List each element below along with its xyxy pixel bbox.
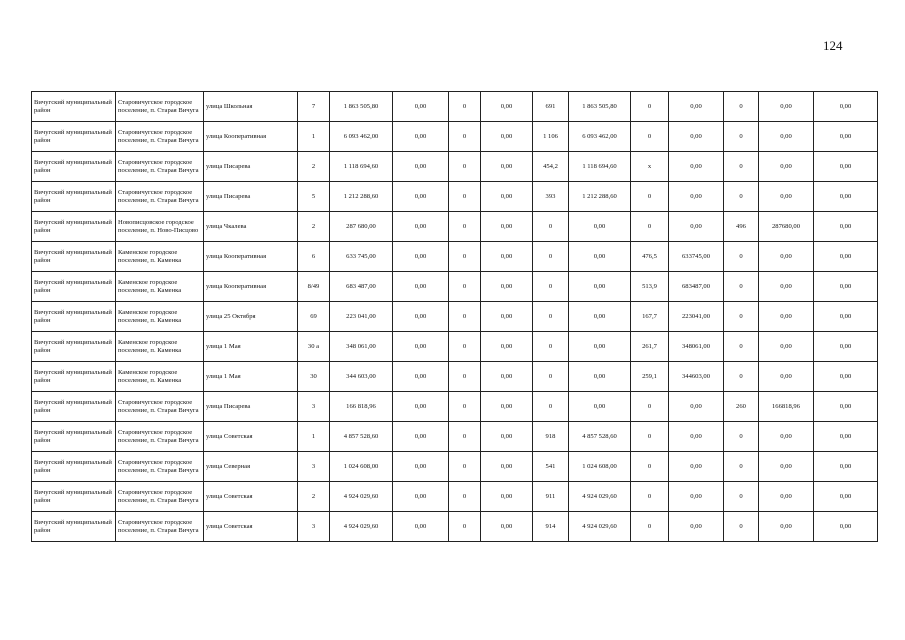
area3-cell: 0 <box>724 362 759 392</box>
cost-cell: 1 863 505,80 <box>569 92 631 122</box>
table-row <box>32 422 878 452</box>
col15-cell: 0,00 <box>814 212 878 242</box>
street-cell: улица 1 Мая <box>204 362 298 392</box>
col15-cell: 0,00 <box>814 332 878 362</box>
house-number-cell: 69 <box>298 302 330 332</box>
cost3-cell: 0,00 <box>759 302 814 332</box>
area-cell: 911 <box>533 482 569 512</box>
district-cell: Вичугский муниципальный район <box>32 512 116 542</box>
total-cost-cell: 344 603,00 <box>330 362 393 392</box>
area2-cell: х <box>631 152 669 182</box>
area2-cell: 0 <box>631 512 669 542</box>
col8-cell: 0,00 <box>481 242 533 272</box>
col7-cell: 0 <box>449 482 481 512</box>
district-cell: Вичугский муниципальный район <box>32 452 116 482</box>
col6-cell: 0,00 <box>393 362 449 392</box>
settlement-cell: Каменское городское поселение, п. Каменка <box>116 332 204 362</box>
col7-cell: 0 <box>449 92 481 122</box>
col6-cell: 0,00 <box>393 122 449 152</box>
cost2-cell: 0,00 <box>669 122 724 152</box>
area2-cell: 0 <box>631 392 669 422</box>
house-number-cell: 3 <box>298 452 330 482</box>
house-number-cell: 30 а <box>298 332 330 362</box>
col8-cell: 0,00 <box>481 362 533 392</box>
house-number-cell: 2 <box>298 152 330 182</box>
total-cost-cell: 4 924 029,60 <box>330 482 393 512</box>
street-cell: улица Советская <box>204 512 298 542</box>
total-cost-cell: 6 093 462,00 <box>330 122 393 152</box>
settlement-cell: Каменское городское поселение, п. Каменка <box>116 362 204 392</box>
area3-cell: 0 <box>724 482 759 512</box>
col8-cell: 0,00 <box>481 452 533 482</box>
col7-cell: 0 <box>449 242 481 272</box>
house-number-cell: 2 <box>298 212 330 242</box>
total-cost-cell: 4 857 528,60 <box>330 422 393 452</box>
area-cell: 454,2 <box>533 152 569 182</box>
cost3-cell: 0,00 <box>759 152 814 182</box>
district-cell: Вичугский муниципальный район <box>32 212 116 242</box>
cost2-cell: 344603,00 <box>669 362 724 392</box>
house-number-cell: 3 <box>298 512 330 542</box>
house-number-cell: 6 <box>298 242 330 272</box>
district-cell: Вичугский муниципальный район <box>32 362 116 392</box>
cost3-cell: 0,00 <box>759 362 814 392</box>
street-cell: улица Писарева <box>204 182 298 212</box>
area2-cell: 0 <box>631 422 669 452</box>
table-row <box>32 122 878 152</box>
area2-cell: 261,7 <box>631 332 669 362</box>
cost-cell: 0,00 <box>569 332 631 362</box>
area2-cell: 167,7 <box>631 302 669 332</box>
district-cell: Вичугский муниципальный район <box>32 302 116 332</box>
cost-cell: 0,00 <box>569 392 631 422</box>
settlement-cell: Старовичугское городское поселение, п. Старая Вичуга <box>116 182 204 212</box>
col8-cell: 0,00 <box>481 332 533 362</box>
table-row <box>32 482 878 512</box>
col15-cell: 0,00 <box>814 152 878 182</box>
area-cell: 918 <box>533 422 569 452</box>
area3-cell: 0 <box>724 152 759 182</box>
col6-cell: 0,00 <box>393 332 449 362</box>
col7-cell: 0 <box>449 512 481 542</box>
settlement-cell: Новописцовское городское поселение, п. Ново-Писцово <box>116 212 204 242</box>
area2-cell: 0 <box>631 212 669 242</box>
cost-cell: 1 212 288,60 <box>569 182 631 212</box>
col15-cell: 0,00 <box>814 302 878 332</box>
street-cell: улица Советская <box>204 422 298 452</box>
col7-cell: 0 <box>449 272 481 302</box>
cost3-cell: 0,00 <box>759 242 814 272</box>
table-row <box>32 152 878 182</box>
area2-cell: 0 <box>631 122 669 152</box>
area2-cell: 476,5 <box>631 242 669 272</box>
area3-cell: 0 <box>724 182 759 212</box>
district-cell: Вичугский муниципальный район <box>32 152 116 182</box>
table-row <box>32 92 878 122</box>
area-cell: 0 <box>533 272 569 302</box>
col15-cell: 0,00 <box>814 242 878 272</box>
total-cost-cell: 1 863 505,80 <box>330 92 393 122</box>
cost2-cell: 0,00 <box>669 212 724 242</box>
col15-cell: 0,00 <box>814 92 878 122</box>
col6-cell: 0,00 <box>393 242 449 272</box>
area-cell: 1 106 <box>533 122 569 152</box>
cost3-cell: 0,00 <box>759 512 814 542</box>
settlement-cell: Старовичугское городское поселение, п. Старая Вичуга <box>116 152 204 182</box>
col8-cell: 0,00 <box>481 152 533 182</box>
table-row <box>32 242 878 272</box>
street-cell: улица Школьная <box>204 92 298 122</box>
district-cell: Вичугский муниципальный район <box>32 482 116 512</box>
cost3-cell: 0,00 <box>759 92 814 122</box>
col8-cell: 0,00 <box>481 392 533 422</box>
cost-cell: 0,00 <box>569 212 631 242</box>
col15-cell: 0,00 <box>814 362 878 392</box>
area3-cell: 260 <box>724 392 759 422</box>
table-row <box>32 332 878 362</box>
area2-cell: 0 <box>631 482 669 512</box>
house-number-cell: 1 <box>298 122 330 152</box>
house-number-cell: 1 <box>298 422 330 452</box>
col8-cell: 0,00 <box>481 512 533 542</box>
area3-cell: 0 <box>724 272 759 302</box>
area-cell: 0 <box>533 362 569 392</box>
house-number-cell: 30 <box>298 362 330 392</box>
col8-cell: 0,00 <box>481 182 533 212</box>
street-cell: улица 25 Октября <box>204 302 298 332</box>
street-cell: улица Кооперативная <box>204 272 298 302</box>
street-cell: улица Северная <box>204 452 298 482</box>
table-row <box>32 182 878 212</box>
cost3-cell: 287680,00 <box>759 212 814 242</box>
total-cost-cell: 1 024 608,00 <box>330 452 393 482</box>
area2-cell: 0 <box>631 92 669 122</box>
col15-cell: 0,00 <box>814 512 878 542</box>
cost-cell: 0,00 <box>569 272 631 302</box>
cost2-cell: 0,00 <box>669 452 724 482</box>
cost2-cell: 0,00 <box>669 512 724 542</box>
area-cell: 0 <box>533 242 569 272</box>
col8-cell: 0,00 <box>481 482 533 512</box>
cost2-cell: 0,00 <box>669 392 724 422</box>
area3-cell: 0 <box>724 452 759 482</box>
cost2-cell: 633745,00 <box>669 242 724 272</box>
cost3-cell: 0,00 <box>759 182 814 212</box>
col15-cell: 0,00 <box>814 452 878 482</box>
col6-cell: 0,00 <box>393 422 449 452</box>
area2-cell: 259,1 <box>631 362 669 392</box>
settlement-cell: Старовичугское городское поселение, п. Старая Вичуга <box>116 392 204 422</box>
area3-cell: 0 <box>724 422 759 452</box>
area3-cell: 0 <box>724 242 759 272</box>
settlement-cell: Старовичугское городское поселение, п. Старая Вичуга <box>116 422 204 452</box>
cost-cell: 1 024 608,00 <box>569 452 631 482</box>
table-row <box>32 362 878 392</box>
table-row <box>32 272 878 302</box>
cost3-cell: 166818,96 <box>759 392 814 422</box>
col7-cell: 0 <box>449 302 481 332</box>
cost2-cell: 348061,00 <box>669 332 724 362</box>
col6-cell: 0,00 <box>393 482 449 512</box>
settlement-cell: Каменское городское поселение, п. Каменка <box>116 242 204 272</box>
total-cost-cell: 287 680,00 <box>330 212 393 242</box>
cost3-cell: 0,00 <box>759 272 814 302</box>
col6-cell: 0,00 <box>393 212 449 242</box>
col6-cell: 0,00 <box>393 272 449 302</box>
col7-cell: 0 <box>449 152 481 182</box>
area2-cell: 513,9 <box>631 272 669 302</box>
col6-cell: 0,00 <box>393 452 449 482</box>
cost-cell: 0,00 <box>569 362 631 392</box>
area3-cell: 496 <box>724 212 759 242</box>
district-cell: Вичугский муниципальный район <box>32 122 116 152</box>
col7-cell: 0 <box>449 362 481 392</box>
area-cell: 0 <box>533 332 569 362</box>
district-cell: Вичугский муниципальный район <box>32 392 116 422</box>
col6-cell: 0,00 <box>393 512 449 542</box>
house-number-cell: 8/49 <box>298 272 330 302</box>
district-cell: Вичугский муниципальный район <box>32 242 116 272</box>
cost2-cell: 683487,00 <box>669 272 724 302</box>
total-cost-cell: 1 212 288,60 <box>330 182 393 212</box>
settlement-cell: Каменское городское поселение, п. Каменка <box>116 302 204 332</box>
table-row <box>32 452 878 482</box>
data-table <box>31 91 878 542</box>
col7-cell: 0 <box>449 452 481 482</box>
area-cell: 0 <box>533 302 569 332</box>
col7-cell: 0 <box>449 182 481 212</box>
street-cell: улица Писарева <box>204 152 298 182</box>
house-number-cell: 7 <box>298 92 330 122</box>
total-cost-cell: 1 118 694,60 <box>330 152 393 182</box>
page-number: 124 <box>823 38 843 53</box>
area-cell: 914 <box>533 512 569 542</box>
col6-cell: 0,00 <box>393 92 449 122</box>
street-cell: улица Советская <box>204 482 298 512</box>
settlement-cell: Старовичугское городское поселение, п. Старая Вичуга <box>116 92 204 122</box>
cost3-cell: 0,00 <box>759 452 814 482</box>
col8-cell: 0,00 <box>481 212 533 242</box>
district-cell: Вичугский муниципальный район <box>32 422 116 452</box>
col6-cell: 0,00 <box>393 302 449 332</box>
house-number-cell: 2 <box>298 482 330 512</box>
house-number-cell: 3 <box>298 392 330 422</box>
table-row <box>32 212 878 242</box>
area-cell: 541 <box>533 452 569 482</box>
cost-cell: 1 118 694,60 <box>569 152 631 182</box>
col8-cell: 0,00 <box>481 92 533 122</box>
col6-cell: 0,00 <box>393 392 449 422</box>
cost3-cell: 0,00 <box>759 422 814 452</box>
col6-cell: 0,00 <box>393 152 449 182</box>
table-row <box>32 512 878 542</box>
area3-cell: 0 <box>724 122 759 152</box>
table-body <box>32 92 878 542</box>
table-row <box>32 392 878 422</box>
cost3-cell: 0,00 <box>759 332 814 362</box>
street-cell: улица Чкалева <box>204 212 298 242</box>
col6-cell: 0,00 <box>393 182 449 212</box>
col8-cell: 0,00 <box>481 272 533 302</box>
cost2-cell: 0,00 <box>669 182 724 212</box>
total-cost-cell: 4 924 029,60 <box>330 512 393 542</box>
cost2-cell: 223041,00 <box>669 302 724 332</box>
total-cost-cell: 166 818,96 <box>330 392 393 422</box>
col15-cell: 0,00 <box>814 482 878 512</box>
col7-cell: 0 <box>449 422 481 452</box>
settlement-cell: Старовичугское городское поселение, п. Старая Вичуга <box>116 482 204 512</box>
cost-cell: 4 857 528,60 <box>569 422 631 452</box>
house-number-cell: 5 <box>298 182 330 212</box>
district-cell: Вичугский муниципальный район <box>32 92 116 122</box>
cost-cell: 0,00 <box>569 302 631 332</box>
area-cell: 393 <box>533 182 569 212</box>
col15-cell: 0,00 <box>814 392 878 422</box>
total-cost-cell: 633 745,00 <box>330 242 393 272</box>
col15-cell: 0,00 <box>814 122 878 152</box>
col8-cell: 0,00 <box>481 122 533 152</box>
cost-cell: 4 924 029,60 <box>569 482 631 512</box>
area3-cell: 0 <box>724 302 759 332</box>
cost3-cell: 0,00 <box>759 482 814 512</box>
col7-cell: 0 <box>449 212 481 242</box>
settlement-cell: Старовичугское городское поселение, п. Старая Вичуга <box>116 452 204 482</box>
cost-cell: 6 093 462,00 <box>569 122 631 152</box>
street-cell: улица Кооперативная <box>204 122 298 152</box>
area3-cell: 0 <box>724 92 759 122</box>
area-cell: 0 <box>533 212 569 242</box>
area3-cell: 0 <box>724 512 759 542</box>
total-cost-cell: 223 041,00 <box>330 302 393 332</box>
cost-cell: 0,00 <box>569 242 631 272</box>
area2-cell: 0 <box>631 182 669 212</box>
area3-cell: 0 <box>724 332 759 362</box>
cost2-cell: 0,00 <box>669 482 724 512</box>
cost2-cell: 0,00 <box>669 92 724 122</box>
district-cell: Вичугский муниципальный район <box>32 332 116 362</box>
cost-cell: 4 924 029,60 <box>569 512 631 542</box>
col8-cell: 0,00 <box>481 302 533 332</box>
col15-cell: 0,00 <box>814 182 878 212</box>
col7-cell: 0 <box>449 332 481 362</box>
total-cost-cell: 683 487,00 <box>330 272 393 302</box>
col8-cell: 0,00 <box>481 422 533 452</box>
table-row <box>32 302 878 332</box>
cost2-cell: 0,00 <box>669 422 724 452</box>
settlement-cell: Старовичугское городское поселение, п. Старая Вичуга <box>116 122 204 152</box>
col7-cell: 0 <box>449 392 481 422</box>
total-cost-cell: 348 061,00 <box>330 332 393 362</box>
settlement-cell: Каменское городское поселение, п. Каменка <box>116 272 204 302</box>
area-cell: 0 <box>533 392 569 422</box>
street-cell: улица 1 Мая <box>204 332 298 362</box>
col15-cell: 0,00 <box>814 272 878 302</box>
col15-cell: 0,00 <box>814 422 878 452</box>
col7-cell: 0 <box>449 122 481 152</box>
street-cell: улица Писарева <box>204 392 298 422</box>
settlement-cell: Старовичугское городское поселение, п. Старая Вичуга <box>116 512 204 542</box>
district-cell: Вичугский муниципальный район <box>32 272 116 302</box>
cost3-cell: 0,00 <box>759 122 814 152</box>
cost2-cell: 0,00 <box>669 152 724 182</box>
area-cell: 691 <box>533 92 569 122</box>
district-cell: Вичугский муниципальный район <box>32 182 116 212</box>
street-cell: улица Кооперативная <box>204 242 298 272</box>
area2-cell: 0 <box>631 452 669 482</box>
